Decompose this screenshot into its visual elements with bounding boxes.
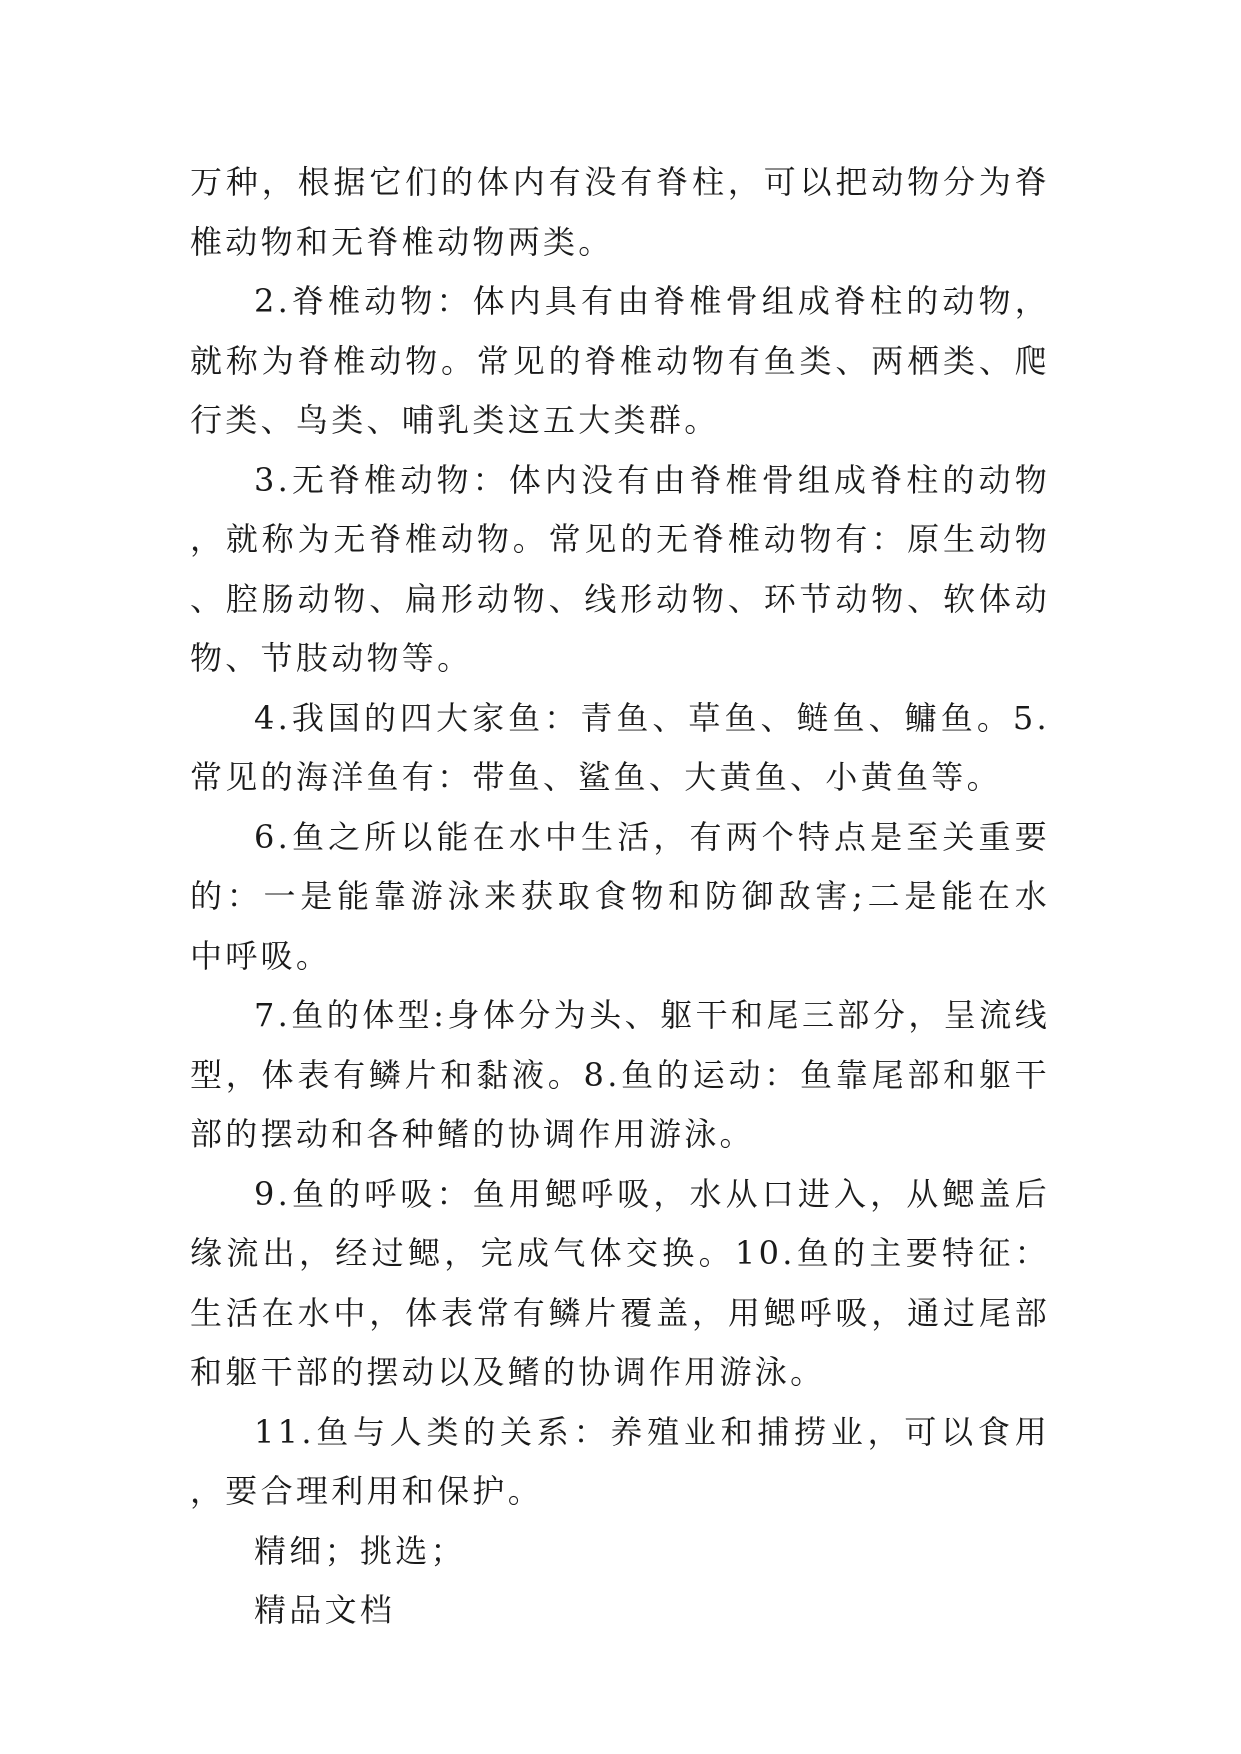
paragraph-fish-body: 7.鱼的体型:身体分为头、躯干和尾三部分，呈流线型，体表有鳞片和黏液。8.鱼的运动：鱼靠尾部和躯干部的摆动和各种鳍的协调作用游泳。: [190, 996, 1050, 1153]
paragraph-fish-humans: 11.鱼与人类的关系：养殖业和捕捞业，可以食用，要合理利用和保护。: [190, 1412, 1050, 1510]
paragraph-note: 精细；挑选；: [254, 1531, 466, 1570]
paragraph-fish-life: 6.鱼之所以能在水中生活，有两个特点是至关重要的：一是能靠游泳来获取食物和防御敌害;二是能在水中呼吸。: [190, 817, 1050, 975]
document-body: [190, 153, 1050, 1641]
paragraph-footer: 精品文档: [254, 1591, 396, 1629]
paragraph-intro: 万种，根据它们的体内有没有脊柱，可以把动物分为脊椎动物和无脊椎动物两类。: [190, 163, 1050, 261]
paragraph-vertebrates: 2.脊椎动物：体内具有由脊椎骨组成脊柱的动物，就称为脊椎动物。常见的脊椎动物有鱼类、两栖类、爬行类、鸟类、哺乳类这五大类群。: [190, 282, 1050, 439]
paragraph-fish-breathing: 9.鱼的呼吸：鱼用鳃呼吸，水从口进入，从鳃盖后缘流出，经过鳃，完成气体交换。10.鱼的主要特征：生活在水中，体表常有鳞片覆盖，用鳃呼吸，通过尾部和躯干部的摆动以及鳍的协调作用游泳。: [190, 1174, 1050, 1391]
paragraph-invertebrates: 3.无脊椎动物：体内没有由脊椎骨组成脊柱的动物，就称为无脊椎动物。常见的无脊椎动物有：原生动物、腔肠动物、扁形动物、线形动物、环节动物、软体动物、节肢动物等。: [190, 460, 1050, 677]
paragraph-four-fish: 4.我国的四大家鱼：青鱼、草鱼、鲢鱼、鳙鱼。5.常见的海洋鱼有：带鱼、鲨鱼、大黄鱼、小黄鱼等。: [190, 698, 1050, 796]
